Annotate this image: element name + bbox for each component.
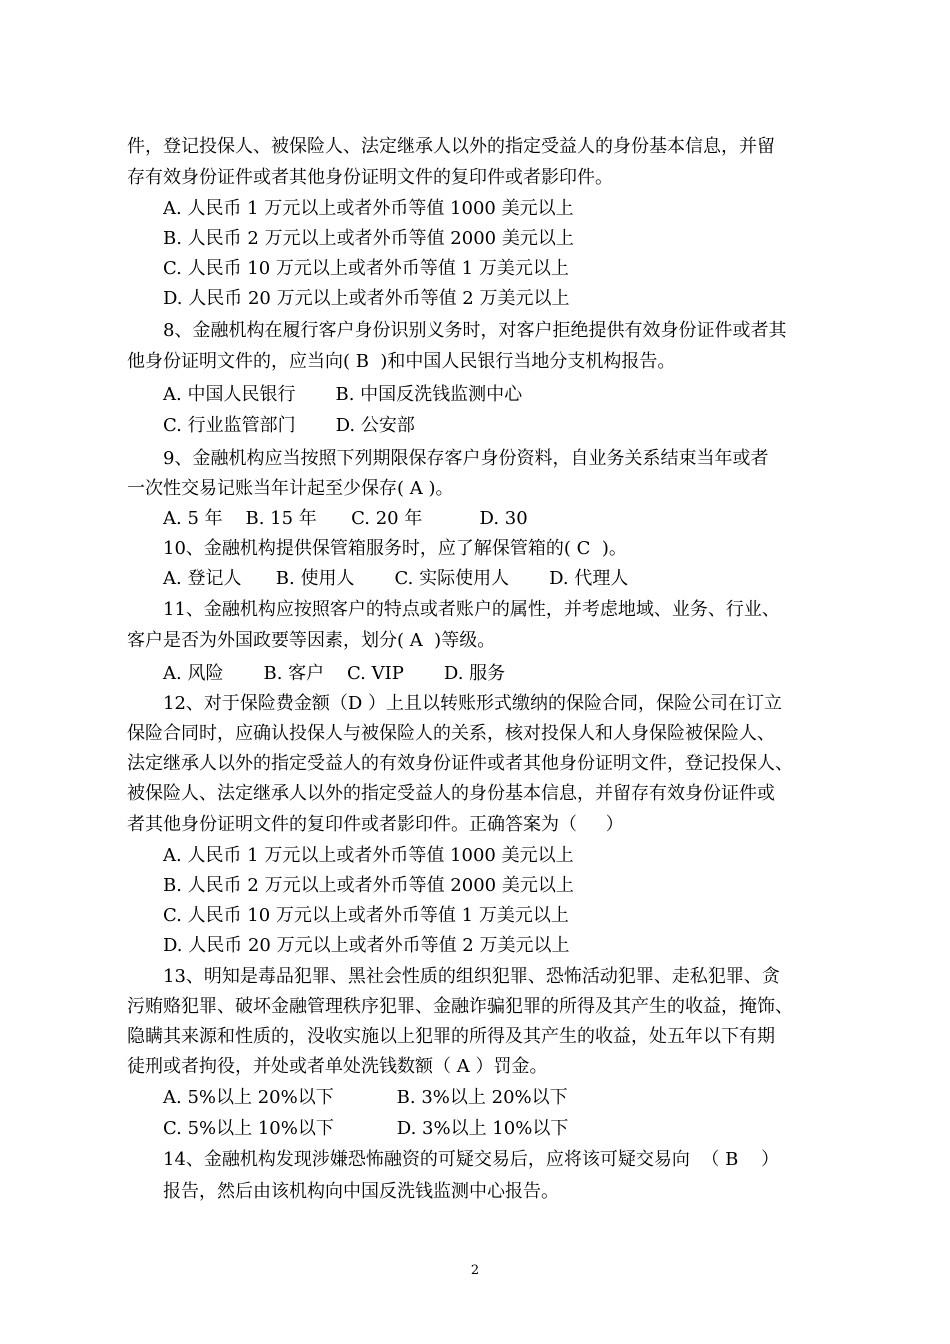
answer-option: C. 人民币 10 万元以上或者外币等值 1 万美元以上: [163, 905, 569, 926]
question-text: 12、对于保险费金额（D ）上且以转账形式缴纳的保险合同，保险公司在订立: [163, 693, 783, 714]
question-text: 14、金融机构发现涉嫌恐怖融资的可疑交易后，应将该可疑交易向 （ B ）: [163, 1149, 780, 1170]
answer-option: A. 中国人民银行 B. 中国反洗钱监测中心: [163, 384, 523, 405]
question-text: 10、金融机构提供保管箱服务时，应了解保管箱的( C )。: [163, 538, 627, 559]
answer-option: C. 行业监管部门 D. 公安部: [163, 415, 415, 436]
answer-option: D. 人民币 20 万元以上或者外币等值 2 万美元以上: [163, 288, 570, 309]
text-line: 污贿赂犯罪、破坏金融管理秩序犯罪、金融诈骗犯罪的所得及其产生的收益，掩饰、: [127, 996, 793, 1017]
text-line: 他身份证明文件的，应当向( B )和中国人民银行当地分支机构报告。: [127, 351, 676, 372]
text-line: 隐瞒其来源和性质的，没收实施以上犯罪的所得及其产生的收益，处五年以下有期: [127, 1026, 775, 1047]
answer-option: D. 人民币 20 万元以上或者外币等值 2 万美元以上: [163, 935, 570, 956]
answer-option: A. 5 年 B. 15 年 C. 20 年 D. 30: [163, 508, 528, 529]
question-text: 11、金融机构应按照客户的特点或者账户的属性，并考虑地域、业务、行业、: [163, 599, 780, 620]
text-line: 存有效身份证件或者其他身份证明文件的复印件或者影印件。: [127, 167, 613, 188]
text-line: 被保险人、法定继承人以外的指定受益人的身份基本信息，并留存有效身份证件或: [127, 783, 775, 804]
page-number: 2: [470, 1263, 480, 1278]
text-line: 客户是否为外国政要等因素，划分( A )等级。: [127, 630, 496, 651]
text-line: 保险合同时，应确认投保人与被保险人的关系，核对投保人和人身保险被保险人、: [127, 723, 775, 744]
text-line: 徒刑或者拘役，并处或者单处洗钱数额（ A ）罚金。: [127, 1056, 548, 1077]
question-text: 9、金融机构应当按照下列期限保存客户身份资料，自业务关系结束当年或者: [163, 448, 769, 469]
text-line: 件，登记投保人、被保险人、法定继承人以外的指定受益人的身份基本信息，并留: [127, 136, 775, 157]
answer-option: B. 人民币 2 万元以上或者外币等值 2000 美元以上: [163, 228, 574, 249]
text-line: 一次性交易记账当年计起至少保存( A )。: [127, 478, 454, 499]
question-text: 8、金融机构在履行客户身份识别义务时，对客户拒绝提供有效身份证件或者其: [163, 320, 787, 341]
answer-option: A. 人民币 1 万元以上或者外币等值 1000 美元以上: [163, 198, 574, 219]
answer-option: A. 风险 B. 客户 C. VIP D. 服务: [163, 663, 506, 684]
question-text: 13、明知是毒品犯罪、黑社会性质的组织犯罪、恐怖活动犯罪、走私犯罪、贪: [163, 966, 780, 987]
answer-option: A. 登记人 B. 使用人 C. 实际使用人 D. 代理人: [163, 568, 629, 589]
answer-option: C. 人民币 10 万元以上或者外币等值 1 万美元以上: [163, 258, 569, 279]
text-line: 法定继承人以外的指定受益人的有效身份证件或者其他身份证明文件，登记投保人、: [127, 753, 793, 774]
answer-option: B. 人民币 2 万元以上或者外币等值 2000 美元以上: [163, 875, 574, 896]
text-line: 报告，然后由该机构向中国反洗钱监测中心报告。: [163, 1181, 559, 1202]
text-line: 者其他身份证明文件的复印件或者影印件。正确答案为（ ）: [127, 814, 624, 835]
answer-option: A. 5%以上 20%以下 B. 3%以上 20%以下: [163, 1087, 568, 1108]
answer-option: C. 5%以上 10%以下 D. 3%以上 10%以下: [163, 1118, 569, 1139]
answer-option: A. 人民币 1 万元以上或者外币等值 1000 美元以上: [163, 845, 574, 866]
